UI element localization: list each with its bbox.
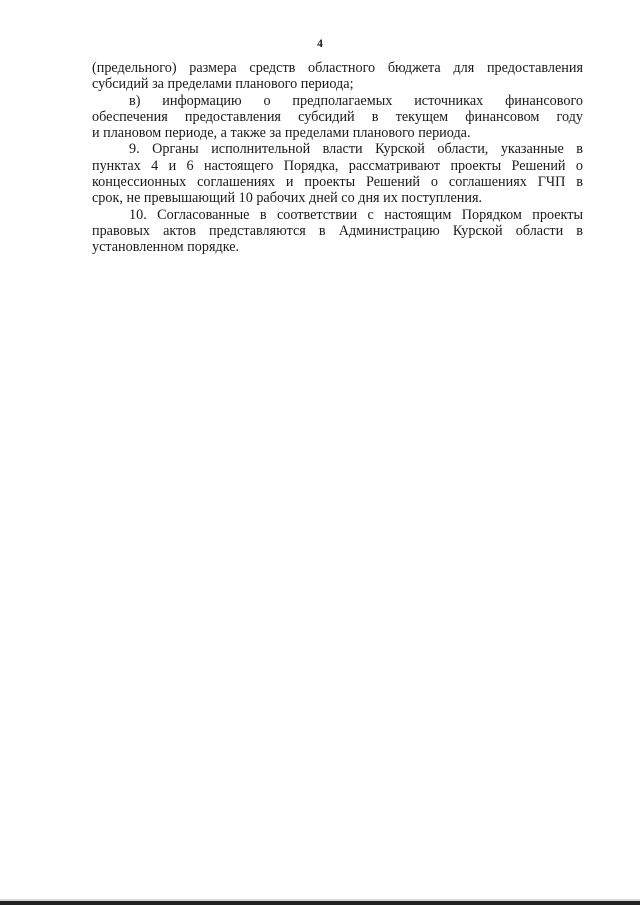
paragraph-item-v: [92, 93, 583, 142]
text-line: срок, не превышающий 10 рабочих дней со дня их поступления.: [92, 190, 483, 207]
text-line: 9. Органы исполнительной власти Курской области, указанные в: [129, 141, 583, 158]
text-line: в) информацию о предполагаемых источниках финансового: [129, 92, 583, 109]
text-line: пунктах 4 и 6 настоящего Порядка, рассматривают проекты Решений о: [92, 157, 583, 174]
paragraph-budget-continuation: [92, 60, 583, 93]
text-line: субсидий за пределами планового периода;: [92, 76, 354, 93]
page-bottom-border: [0, 901, 640, 905]
paragraph-item-10: [92, 207, 583, 256]
text-line: обеспечения предоставления субсидий в текущем финансовом году: [92, 108, 583, 125]
text-line: 10. Согласованные в соответствии с настоящим Порядком проекты: [129, 206, 583, 223]
text-line: концессионных соглашениях и проекты Решений о соглашениях ГЧП в: [92, 174, 583, 191]
text-line: и плановом периоде, а также за пределами планового периода.: [92, 125, 471, 142]
text-line: (предельного) размера средств областного бюджета для предоставления: [92, 60, 583, 76]
text-line: установленном порядке.: [92, 239, 240, 256]
page-number: 4: [317, 38, 323, 50]
paragraph-item-9: [92, 141, 583, 206]
text-line: правовых актов представляются в Администрацию Курской области в: [92, 222, 583, 239]
document-body: [92, 60, 583, 256]
